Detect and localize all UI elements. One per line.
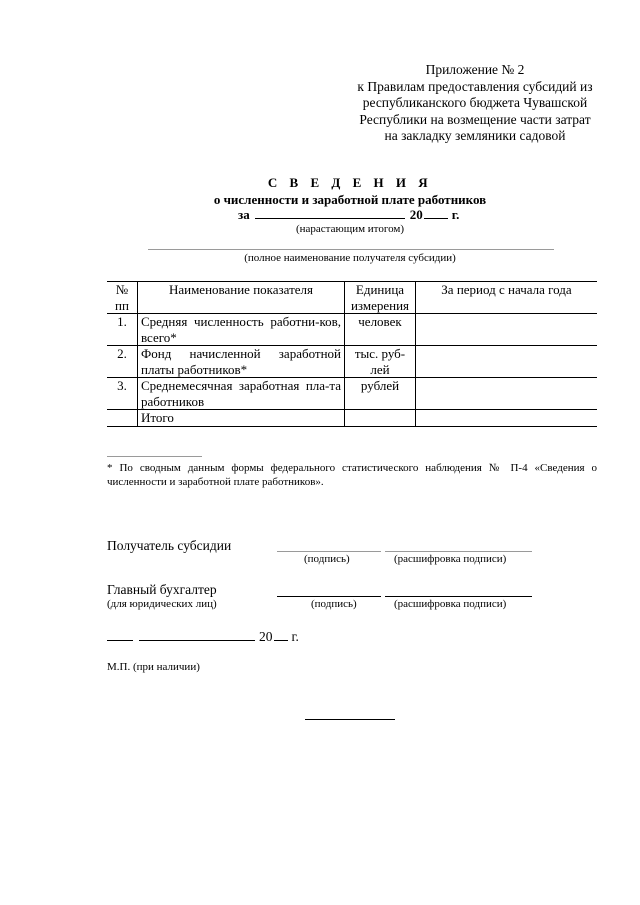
total-num bbox=[107, 410, 138, 427]
table-row bbox=[107, 346, 597, 378]
recipient-caption: (полное наименование получателя субсидии) bbox=[244, 252, 456, 264]
period-line bbox=[238, 206, 459, 223]
row-name: Среднемесячная заработная пла-та работников bbox=[138, 378, 345, 410]
decode-caption: (расшифровка подписи) bbox=[394, 553, 507, 565]
date-year-suffix: г. bbox=[291, 629, 299, 644]
header-name: Наименование показателя bbox=[138, 282, 345, 314]
table-row bbox=[107, 314, 597, 346]
recipient-signature-label: Получатель субсидии bbox=[107, 538, 232, 553]
decode-caption: (расшифровка подписи) bbox=[394, 598, 507, 610]
row-num: 2. bbox=[107, 346, 138, 378]
period-year-blank[interactable] bbox=[424, 206, 448, 219]
row-num: 3. bbox=[107, 378, 138, 410]
row-unit: рублей bbox=[345, 378, 416, 410]
accountant-signature-line[interactable] bbox=[277, 596, 381, 597]
total-unit bbox=[345, 410, 416, 427]
appendix-line: к Правилам предоставления субсидий из bbox=[357, 78, 593, 94]
document-subtitle: о численности и заработной плате работников bbox=[213, 192, 487, 207]
recipient-name-line[interactable] bbox=[148, 249, 554, 250]
document-title: С В Е Д Е Н И Я bbox=[267, 175, 433, 190]
cumulative-note: (нарастающим итогом) bbox=[295, 223, 404, 235]
recipient-signature-line[interactable] bbox=[277, 551, 381, 552]
period-prefix: за bbox=[238, 207, 250, 222]
header-unit: Единица измерения bbox=[345, 282, 416, 314]
header-num: № пп bbox=[107, 282, 138, 314]
recipient-decode-line[interactable] bbox=[385, 551, 532, 552]
closing-line bbox=[305, 719, 395, 720]
appendix-line: Республики на возмещение части затрат bbox=[359, 111, 591, 127]
row-num: 1. bbox=[107, 314, 138, 346]
date-month-blank[interactable] bbox=[139, 628, 255, 641]
row-value[interactable] bbox=[416, 346, 598, 378]
table-header-row bbox=[107, 282, 597, 314]
appendix-header bbox=[330, 62, 620, 145]
table-row bbox=[107, 378, 597, 410]
accountant-note: (для юридических лиц) bbox=[107, 598, 217, 610]
appendix-line: республиканского бюджета Чувашской bbox=[362, 95, 588, 110]
header-period: За период с начала года bbox=[416, 282, 598, 314]
date-year-prefix: 20 bbox=[259, 629, 273, 644]
appendix-line: на закладку земляники садовой bbox=[384, 128, 566, 143]
total-value[interactable] bbox=[416, 410, 598, 427]
date-day-blank[interactable] bbox=[107, 628, 133, 641]
row-unit: человек bbox=[345, 314, 416, 346]
row-value[interactable] bbox=[416, 378, 598, 410]
date-line bbox=[107, 628, 299, 645]
table-total-row bbox=[107, 410, 597, 427]
row-name: Средняя численность работни-ков, всего* bbox=[138, 314, 345, 346]
row-unit: тыс. руб-лей bbox=[345, 346, 416, 378]
signature-caption: (подпись) bbox=[304, 553, 350, 565]
signature-caption: (подпись) bbox=[311, 598, 357, 610]
accountant-decode-line[interactable] bbox=[385, 596, 532, 597]
indicators-table bbox=[107, 281, 597, 427]
date-year-blank[interactable] bbox=[274, 628, 288, 641]
period-suffix: г. bbox=[451, 207, 460, 222]
row-name: Фонд начисленной заработной платы работников* bbox=[138, 346, 345, 378]
stamp-note: М.П. (при наличии) bbox=[107, 661, 200, 673]
footnote-separator bbox=[107, 456, 202, 457]
accountant-signature-label: Главный бухгалтер bbox=[107, 582, 217, 597]
row-value[interactable] bbox=[416, 314, 598, 346]
appendix-line: Приложение № 2 bbox=[425, 62, 525, 77]
footnote: * По сводным данным формы федерального статистического наблюдения № П-4 «Сведения о численности и заработной плате работников». bbox=[107, 462, 597, 488]
period-blank[interactable] bbox=[255, 206, 405, 219]
period-year: 20 bbox=[409, 207, 423, 222]
total-label: Итого bbox=[138, 410, 345, 427]
